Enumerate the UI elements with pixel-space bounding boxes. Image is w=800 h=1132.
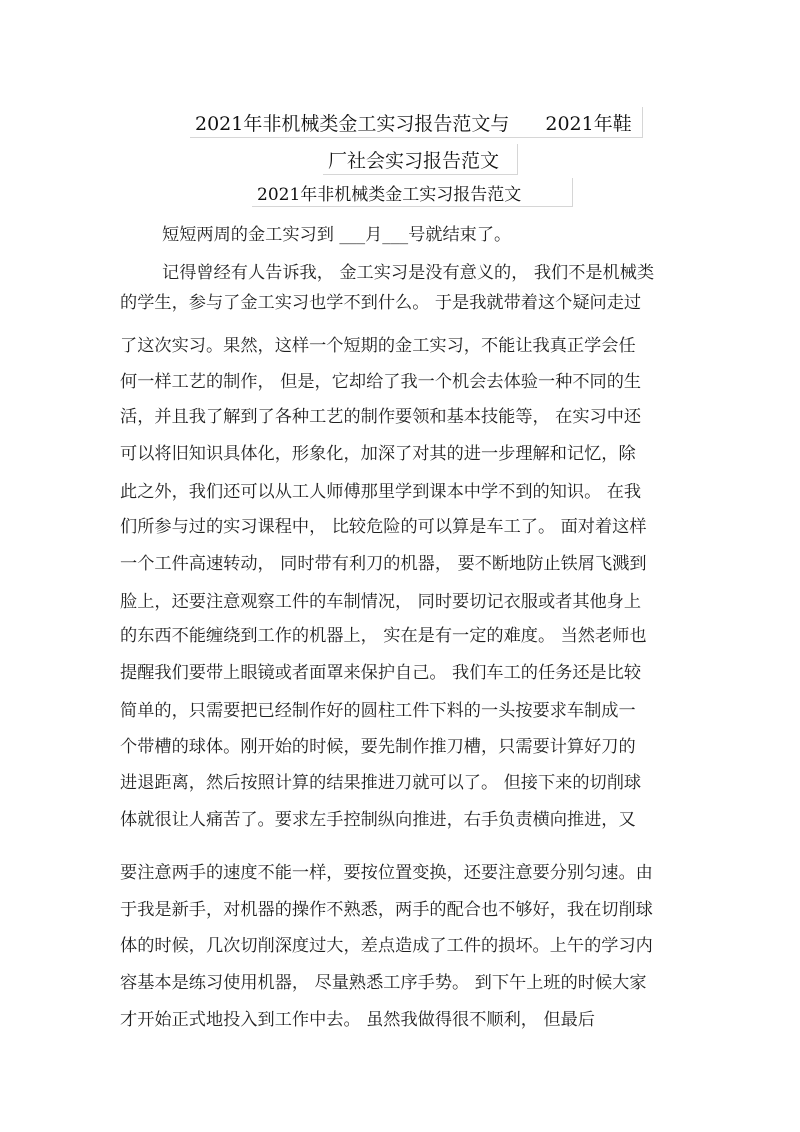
text-line: 简单的，只需要把已经制作好的圆柱工件下料的一头按要求车制成一	[120, 701, 636, 721]
document-title-line-2: 厂社会实习报告范文	[328, 150, 500, 172]
text-line: 一个工件高速转动， 同时带有利刀的机器， 要不断地防止铁屑飞溅到	[120, 554, 647, 574]
text-line: 了这次实习。果然，这样一个短期的金工实习，不能让我真正学会任	[120, 336, 636, 356]
text-line: 脸上，还要注意观察工件的车制情况， 同时要切记衣服或者其他身上	[120, 592, 642, 612]
text-line: 可以将旧知识具体化，形象化，加深了对其的进一步理解和记忆，除	[120, 444, 636, 464]
text-line: 个带槽的球体。刚开始的时候，要先制作推刀槽，只需要计算好刀的	[120, 737, 636, 757]
text-line: 体的时候，几次切削深度过大，差点造成了工件的损坏。上午的学习内	[120, 936, 653, 956]
text-line: 体就很让人痛苦了。要求左手控制纵向推进，右手负责横向推进，又	[120, 810, 636, 830]
text-line: 的东西不能缠绕到工作的机器上， 实在是有一定的难度。 当然老师也	[120, 626, 647, 646]
text-line: 提醒我们要带上眼镜或者面罩来保护自己。 我们车工的任务还是比较	[120, 663, 642, 683]
title-part-b: 2021年鞋	[545, 113, 632, 135]
text-line: 此之外，我们还可以从工人师傅那里学到课本中学不到的知识。 在我	[120, 482, 642, 502]
text-line: 何一样工艺的制作， 但是，它却给了我一个机会去体验一种不同的生	[120, 372, 642, 392]
document-title-line-1	[195, 111, 632, 137]
text-line: 才开始正式地投入到工作中去。 虽然我做得很不顺利， 但最后	[120, 1010, 595, 1030]
text-line: 进退距离，然后按照计算的结果推进刀就可以了。 但接下来的切削球	[120, 773, 642, 793]
document-subtitle: 2021年非机械类金工实习报告范文	[257, 185, 522, 205]
text-line: 要注意两手的速度不能一样，要按位置变换，还要注意要分别匀速。由	[120, 863, 653, 883]
text-line: 容基本是练习使用机器， 尽量熟悉工序手势。 到下午上班的时候大家	[120, 973, 647, 993]
text-line: 记得曾经有人告诉我， 金工实习是没有意义的， 我们不是机械类	[162, 263, 655, 283]
text-line: 短短两周的金工实习到 ___月___号就结束了。	[162, 225, 512, 245]
text-line: 们所参与过的实习课程中， 比较危险的可以算是车工了。 面对着这样	[120, 517, 647, 537]
text-line: 于我是新手，对机器的操作不熟悉，两手的配合也不够好，我在切削球	[120, 900, 653, 920]
text-line: 活，并且我了解到了各种工艺的制作要领和基本技能等， 在实习中还	[120, 407, 642, 427]
text-line: 的学生，参与了金工实习也学不到什么。 于是我就带着这个疑问走过	[120, 293, 642, 313]
title-part-a: 2021年非机械类金工实习报告范文与	[195, 113, 510, 135]
